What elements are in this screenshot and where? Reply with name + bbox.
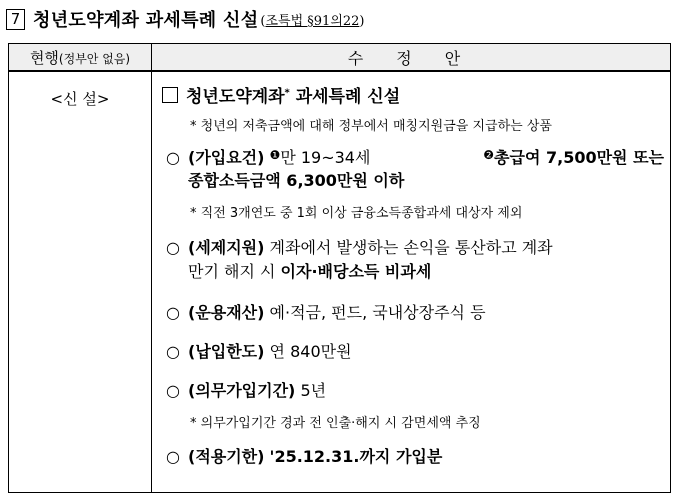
item-limit: ○ (납입한도) 연 840만원 — [166, 342, 352, 361]
item-tax-support: ○ (세제지원) 계좌에서 발생하는 손익을 통산하고 계좌 — [166, 238, 553, 257]
checkbox-square-icon — [162, 87, 178, 103]
item-assets: ○ (운용재산) 예·적금, 펀드, 국내상장주식 등 — [166, 303, 486, 322]
note-exclusion: * 직전 3개연도 중 1회 이상 금융소득종합과세 대상자 제외 — [190, 206, 523, 221]
law-reference: (조특법 §91의22) — [260, 13, 365, 29]
item-deadline: ○ (적용기한) '25.12.31.까지 가입분 — [166, 447, 443, 466]
header-revised: 수 정 안 — [152, 44, 671, 72]
section-title-text: 청년도약계좌 과세특례 신설 — [33, 10, 259, 31]
comparison-table — [8, 43, 671, 493]
item-eligibility-line2: 종합소득금액 6,300만원 이하 — [188, 171, 405, 190]
item-eligibility: ○ (가입요건) $^❶$만 19~34세 $^❷$총급여 7,500만원 또는 — [166, 148, 664, 167]
proposal-heading: 청년도약계좌* 과세특례 신설 — [162, 82, 664, 107]
section-number: 7 — [6, 9, 25, 30]
section-title — [6, 5, 365, 33]
item-tax-support-line2: 만기 해지 시 이자·배당소득 비과세 — [188, 262, 432, 281]
note-product: * 청년의 저축금액에 대해 정부에서 매칭지원금을 지급하는 상품 — [190, 119, 552, 134]
current-cell: <신 설> — [9, 71, 152, 493]
revised-cell — [152, 71, 671, 493]
table-body-row — [9, 71, 671, 493]
header-current: 현행(정부안 없음) — [9, 44, 152, 72]
item-period: ○ (의무가입기간) 5년 — [166, 381, 327, 400]
table-header-row — [9, 44, 671, 72]
note-clawback: * 의무가입기간 경과 전 인출·해지 시 감면세액 추징 — [190, 416, 481, 431]
